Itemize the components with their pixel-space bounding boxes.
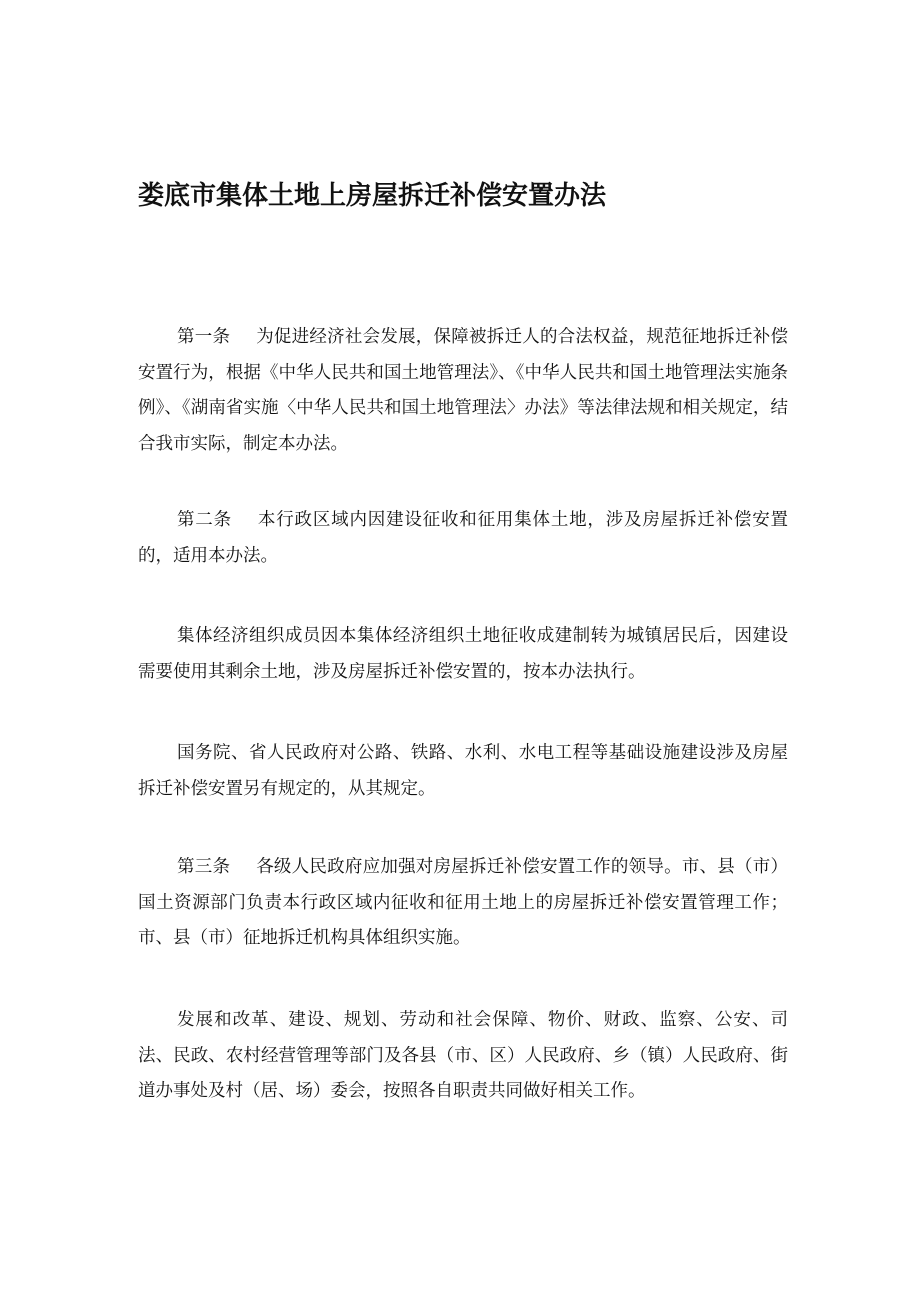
article-3-text: 各级人民政府应加强对房屋拆迁补偿安置工作的领导。市、县（市）国土资源部门负责本行政区域内征收和征用土地上的房屋拆迁补偿安置管理工作；市、县（市）征地拆迁机构具体组织实施。 [138, 857, 788, 948]
article-3-clause-2: 发展和改革、建设、规划、劳动和社会保障、物价、财政、监察、公安、司法、民政、农村经营管理等部门及各县（市、区）人民政府、乡（镇）人民政府、街道办事处及村（居、场）委会，按照各自职责共同做好相关工作。 [138, 1010, 788, 1101]
article-2-clause-2: 集体经济组织成员因本集体经济组织土地征收成建制转为城镇居民后，因建设需要使用其剩余土地，涉及房屋拆迁补偿安置的，按本办法执行。 [138, 626, 788, 682]
article-2-paragraph [138, 503, 788, 574]
article-2-text: 本行政区域内因建设征收和征用集体土地，涉及房屋拆迁补偿安置的，适用本办法。 [138, 510, 789, 566]
article-3-label: 第三条 [177, 857, 231, 877]
article-1-label: 第一条 [177, 327, 231, 347]
article-3-paragraph [138, 850, 788, 957]
article-2-label: 第二条 [177, 510, 232, 530]
article-1-paragraph [138, 320, 788, 462]
article-1-text: 为促进经济社会发展，保障被拆迁人的合法权益，规范征地拆迁补偿安置行为，根据《中华人民共和国土地管理法》、《中华人民共和国土地管理法实施条例》、《湖南省实施〈中华人民共和国土地管理法〉办法》等法律法规和相关规定，结合我市实际，制定本办法。 [138, 327, 788, 454]
article-2-clause-3: 国务院、省人民政府对公路、铁路、水利、水电工程等基础设施建设涉及房屋拆迁补偿安置另有规定的，从其规定。 [138, 743, 788, 799]
document-title: 娄底市集体土地上房屋拆迁补偿安置办法 [138, 181, 607, 211]
